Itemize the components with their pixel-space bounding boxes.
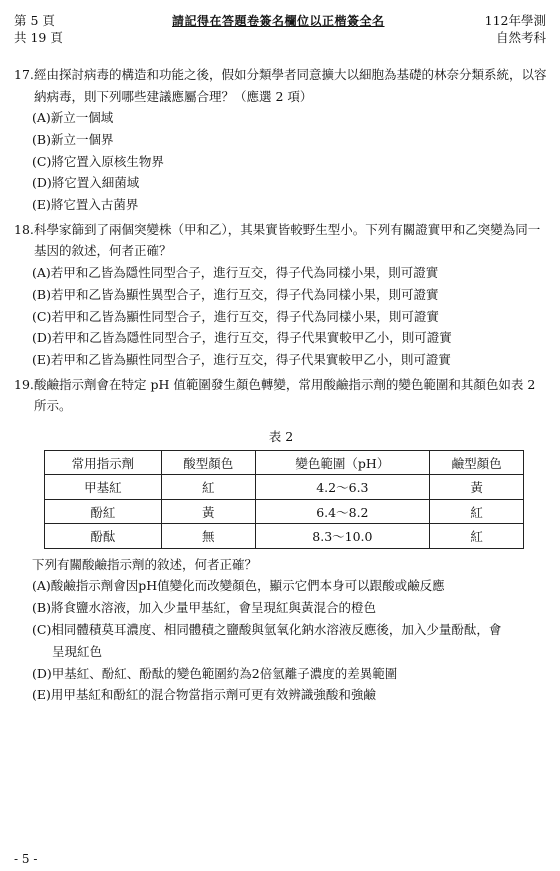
page-header-left — [14, 12, 63, 46]
table-cell: 甲基紅 — [45, 475, 162, 500]
table-row — [45, 499, 524, 524]
page-content — [14, 64, 548, 706]
option-e: (E)用甲基紅和酚紅的混合物當指示劑可更有效辨識強酸和強鹼 — [32, 687, 376, 703]
column-header: 常用指示劑 — [45, 450, 162, 475]
table-cell: 8.3～10.0 — [255, 524, 430, 549]
table-cell: 黃 — [430, 475, 524, 500]
question-number: 18. — [14, 221, 34, 237]
table-row — [45, 524, 524, 549]
question-stem — [14, 374, 548, 417]
indicator-table — [44, 450, 524, 549]
exam-year: 112年學測 — [484, 13, 546, 28]
option-a: (A)新立一個域 — [32, 110, 114, 125]
option-d: (D)甲基紅、酚紅、酚酞的變色範圍約為2倍氫離子濃度的差異範圍 — [32, 665, 398, 681]
option-c: (C)將它置入原核生物界 — [32, 153, 164, 169]
option-c-continuation: 呈現紅色 — [52, 643, 103, 659]
option-d: (D)將它置入細菌域 — [32, 175, 140, 191]
option-list — [14, 107, 548, 216]
total-pages: 共 19 頁 — [14, 30, 63, 45]
option-a: (A)若甲和乙皆為隱性同型合子，進行互交，得子代為同樣小果，則可證實 — [32, 264, 439, 280]
option-a: (A)酸鹼指示劑會因pH值變化而改變顏色，顯示它們本身可以跟酸或鹼反應 — [32, 578, 445, 594]
option-d: (D)若甲和乙皆為隱性同型合子，進行互交，得子代果實較甲乙小，則可證實 — [32, 330, 452, 346]
column-header: 鹼型顏色 — [430, 450, 524, 475]
page-number: 第 5 頁 — [14, 13, 55, 28]
question-number: 19. — [14, 376, 34, 392]
table-cell: 6.4～8.2 — [255, 499, 430, 524]
page-footer: - 5 - — [14, 852, 38, 866]
question-17 — [14, 64, 548, 216]
question-stem — [14, 64, 548, 107]
table-cell: 酚酞 — [45, 524, 162, 549]
question-text: 經由探討病毒的構造和功能之後，假如分類學者同意擴大以細胞為基礎的林奈分類系統，以容納病毒，則下列哪些建議應屬合理？（應選 2 項） — [34, 67, 547, 104]
table-caption: 表 2 — [268, 428, 294, 444]
signature-notice: 請記得在答題卷簽名欄位以正楷簽全名 — [172, 14, 385, 28]
table-row — [45, 475, 524, 500]
question-18 — [14, 219, 548, 371]
option-e: (E)若甲和乙皆為顯性同型合子，進行互交，得子代果實較甲乙小，則可證實 — [32, 352, 451, 368]
option-list — [14, 575, 548, 706]
table-header-row — [45, 450, 524, 475]
question-text: 酸鹼指示劑會在特定 pH 值範圍發生顏色轉變，常用酸鹼指示劑的變色範圍和其顏色如表 2 所示。 — [34, 376, 536, 414]
question-stem — [14, 219, 548, 262]
option-c: (C)相同體積莫耳濃度、相同體積之鹽酸與氫氧化鈉水溶液反應後，加入少量酚酞，會 — [32, 622, 502, 638]
question-prompt: 下列有關酸鹼指示劑的敘述，何者正確？ — [32, 556, 258, 572]
column-header: 變色範圍（pH） — [255, 450, 430, 475]
question-text: 科學家篩到了兩個突變株（甲和乙），其果實皆較野生型小。下列有關證實甲和乙突變為同一基因的敘述，何者正確？ — [34, 221, 541, 259]
option-b: (B)若甲和乙皆為顯性異型合子，進行互交，得子代為同樣小果，則可證實 — [32, 286, 439, 302]
page-header-right — [485, 12, 546, 46]
option-c: (C)若甲和乙皆為顯性同型合子，進行互交，得子代為同樣小果，則可證實 — [32, 308, 439, 324]
table-cell: 紅 — [430, 499, 524, 524]
table-cell: 黃 — [161, 499, 255, 524]
option-b: (B)新立一個界 — [32, 131, 114, 147]
exam-subject: 自然考科 — [495, 30, 546, 45]
table-cell: 紅 — [161, 475, 255, 500]
question-19 — [14, 374, 548, 706]
option-e: (E)將它置入古菌界 — [32, 197, 139, 213]
option-list — [14, 262, 548, 371]
table-cell: 紅 — [430, 524, 524, 549]
table-cell: 酚紅 — [45, 499, 162, 524]
option-b: (B)將食鹽水溶液，加入少量甲基紅，會呈現紅與黃混合的橙色 — [32, 600, 376, 616]
column-header: 酸型顏色 — [161, 450, 255, 475]
table-cell: 4.2～6.3 — [255, 475, 430, 500]
table-cell: 無 — [161, 524, 255, 549]
question-number: 17. — [14, 67, 34, 82]
